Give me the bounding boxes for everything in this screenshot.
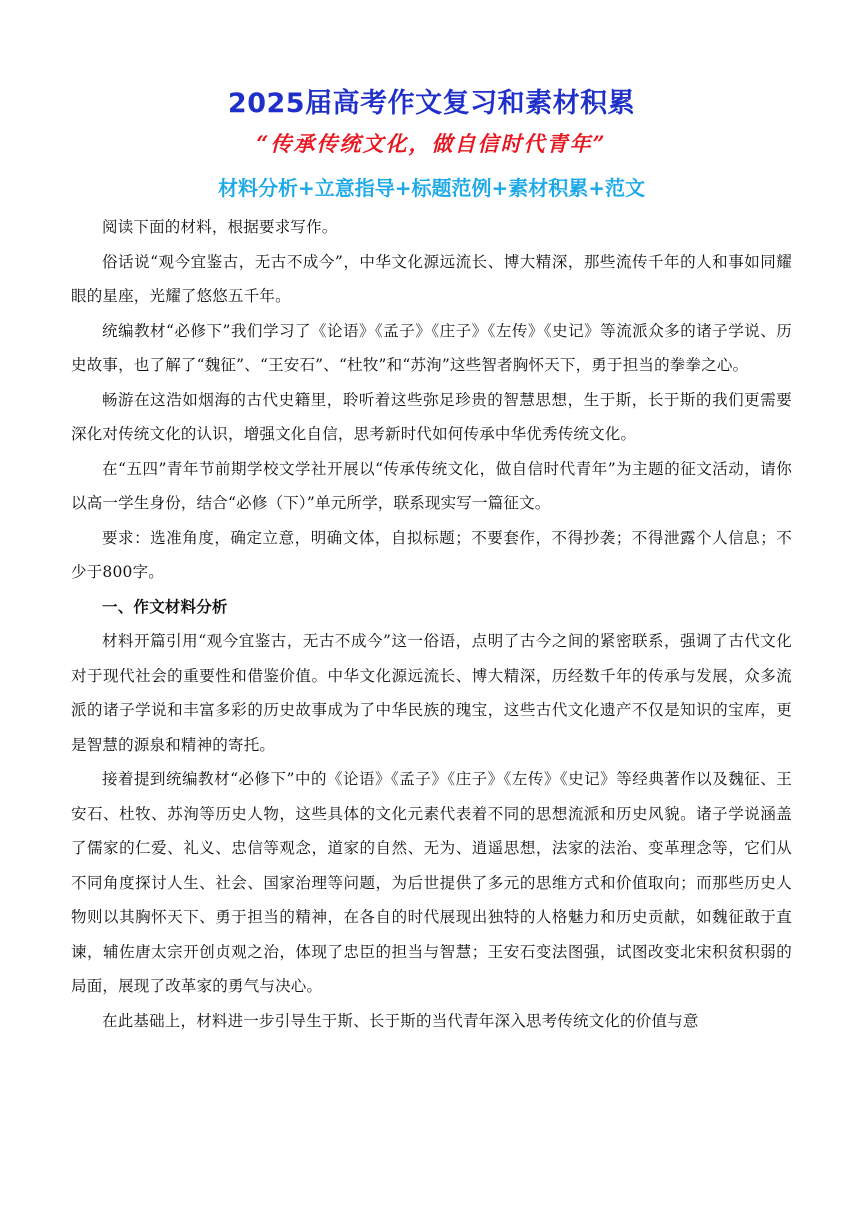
prompt-requirements: 要求：选准角度，确定立意，明确文体，自拟标题；不要套作，不得抄袭；不得泄露个人信息；不少于800字。 bbox=[71, 528, 792, 581]
prompt-paragraph-2: 统编教材“必修下”我们学习了《论语》《孟子》《庄子》《左传》《史记》等流派众多的诸子学说、历史故事，也了解了“魏征”、“王安石”、“杜牧”和“苏洵”这些智者胸怀天下，勇于担当的拳拳之心。 bbox=[71, 321, 792, 374]
prompt-intro: 阅读下面的材料，根据要求写作。 bbox=[102, 218, 338, 236]
document-body bbox=[71, 210, 792, 1038]
analysis-paragraph-1: 材料开篇引用“观今宜鉴古，无古不成今”这一俗语，点明了古今之间的紧密联系，强调了古代文化对于现代社会的重要性和借鉴价值。中华文化源远流长、博大精深，历经数千年的传承与发展，众多流派的诸子学说和丰富多彩的历史故事成为了中华民族的瑰宝，这些古代文化遗产不仅是知识的宝库，更是智慧的源泉和精神的寄托。 bbox=[71, 632, 792, 754]
prompt-paragraph-3: 畅游在这浩如烟海的古代史籍里，聆听着这些弥足珍贵的智慧思想，生于斯，长于斯的我们更需要深化对传统文化的认识，增强文化自信，思考新时代如何传承中华优秀传统文化。 bbox=[71, 390, 792, 443]
analysis-paragraph-3: 在此基础上，材料进一步引导生于斯、长于斯的当代青年深入思考传统文化的价值与意 bbox=[102, 1011, 699, 1030]
section-heading: 一、作文材料分析 bbox=[102, 597, 228, 616]
document-title: 2025届高考作文复习和素材积累 bbox=[227, 88, 636, 119]
analysis-paragraph-2: 接着提到统编教材“必修下”中的《论语》《孟子》《庄子》《左传》《史记》等经典著作以及魏征、王安石、杜牧、苏洵等历史人物，这些具体的文化元素代表着不同的思想流派和历史风貌。诸子学说涵盖了儒家的仁爱、礼义、忠信等观念，道家的自然、无为、逍遥思想，法家的法治、变革理念等，它们从不同角度探讨人生、社会、国家治理等问题，为后世提供了多元的思维方式和价值取向；而那些历史人物则以其胸怀天下、勇于担当的精神，在各自的时代展现出独特的人格魅力和历史贡献，如魏征敢于直谏，辅佐唐太宗开创贞观之治，体现了忠臣的担当与智慧；王安石变法图强，试图改变北宋积贫积弱的局面，展现了改革家的勇气与决心。 bbox=[71, 770, 792, 995]
document-tagline: 材料分析+立意指导+标题范例+素材积累+范文 bbox=[217, 176, 646, 200]
prompt-paragraph-1: 俗话说“观今宜鉴古，无古不成今”，中华文化源远流长、博大精深，那些流传千年的人和事如同耀眼的星座，光耀了悠悠五千年。 bbox=[71, 252, 792, 305]
document-subtitle: “传承传统文化，做自信时代青年” bbox=[256, 131, 607, 156]
prompt-paragraph-4: 在“五四”青年节前期学校文学社开展以“传承传统文化，做自信时代青年”为主题的征文活动，请你以高一学生身份，结合“必修（下）”单元所学，联系现实写一篇征文。 bbox=[71, 459, 792, 512]
